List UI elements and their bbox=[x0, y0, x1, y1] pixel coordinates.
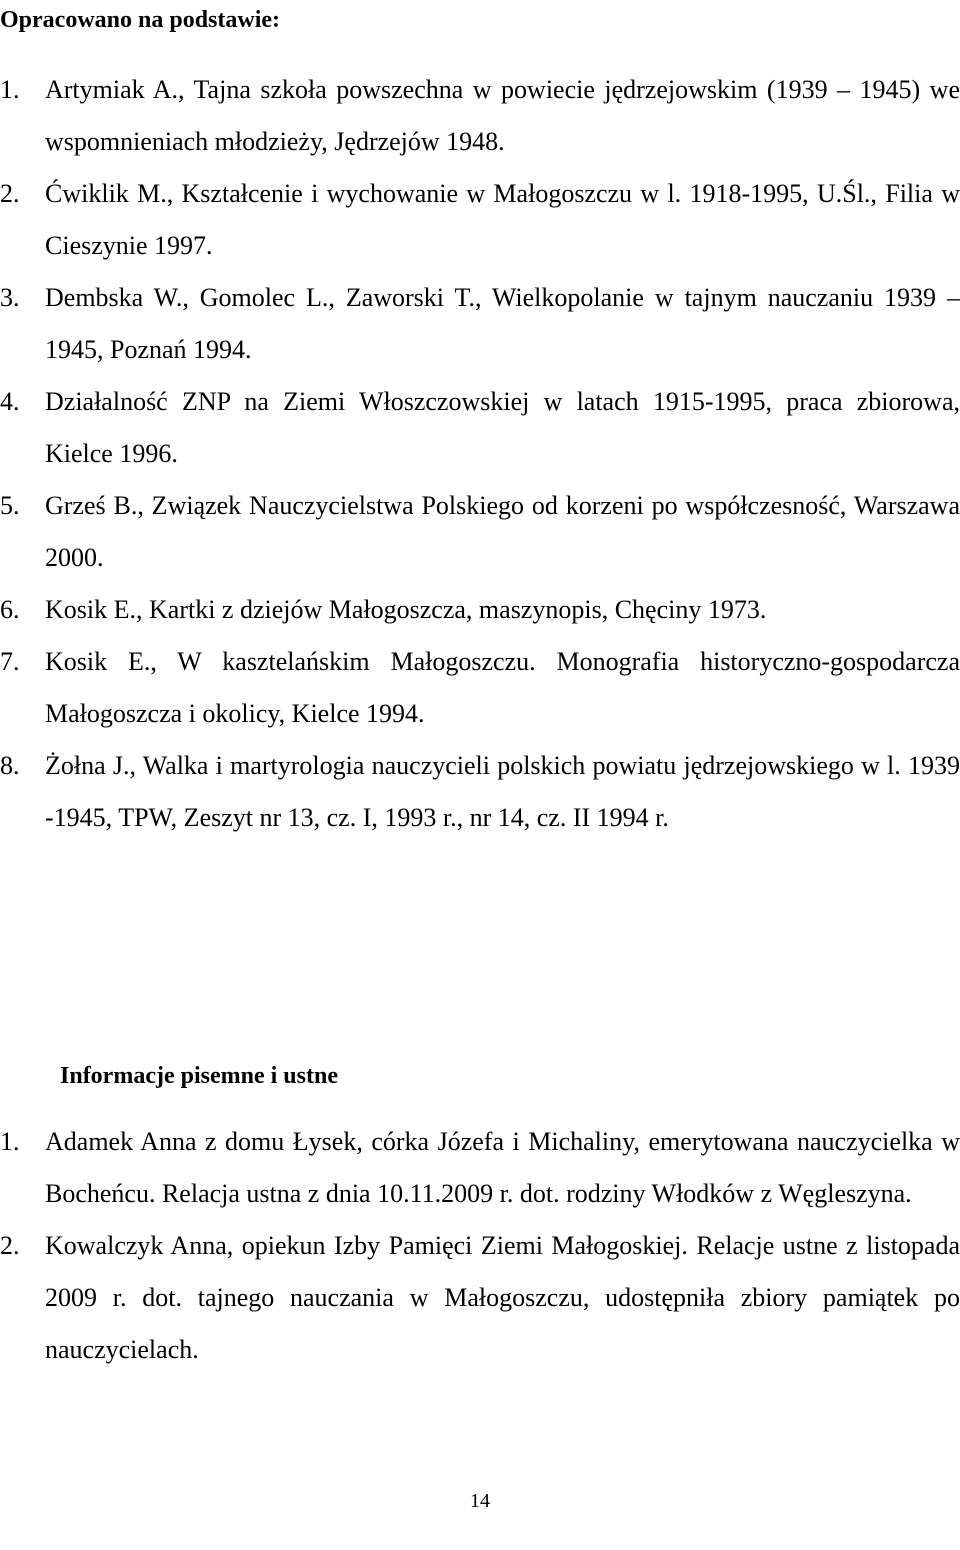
item-number: 4. bbox=[0, 387, 20, 416]
item-text: Artymiak A., Tajna szkoła powszechna w powiecie jędrzejowskim (1939 – 1945) we wspomnieniach młodzieży, Jędrzejów 1948. bbox=[45, 75, 960, 156]
page-heading: Opracowano na podstawie: bbox=[0, 7, 281, 33]
bibliography-item bbox=[0, 168, 960, 272]
bibliography-item bbox=[0, 376, 960, 480]
item-number: 6. bbox=[0, 595, 20, 624]
item-number: 5. bbox=[0, 491, 20, 520]
item-text: Adamek Anna z domu Łysek, córka Józefa i Michaliny, emerytowana nauczycielka w Bocheńcu. Relacja ustna z dnia 10.11.2009 r. dot. rodziny Włodków z Węgleszyna. bbox=[45, 1127, 960, 1208]
item-number: 2. bbox=[0, 179, 20, 208]
bibliography-item bbox=[0, 272, 960, 376]
item-text: Grześ B., Związek Nauczycielstwa Polskiego od korzeni po współczesność, Warszawa 2000. bbox=[45, 491, 960, 572]
source-item bbox=[0, 1220, 960, 1376]
item-text: Kosik E., Kartki z dziejów Małogoszcza, maszynopis, Chęciny 1973. bbox=[45, 595, 767, 624]
page-number: 14 bbox=[470, 1490, 490, 1512]
item-text: Żołna J., Walka i martyrologia nauczycieli polskich powiatu jędrzejowskiego w l. 1939 -1945, TPW, Zeszyt nr 13, cz. I, 1993 r., nr 14, cz. II 1994 r. bbox=[45, 751, 960, 832]
item-number: 8. bbox=[0, 751, 20, 780]
item-text: Kosik E., W kasztelańskim Małogoszczu. Monografia historyczno-gospodarcza Małogoszcza i okolicy, Kielce 1994. bbox=[45, 647, 960, 728]
item-number: 7. bbox=[0, 647, 20, 676]
bibliography-item bbox=[0, 480, 960, 584]
item-text: Dembska W., Gomolec L., Zaworski T., Wielkopolanie w tajnym nauczaniu 1939 – 1945, Poznań 1994. bbox=[45, 283, 960, 364]
section-subheading: Informacje pisemne i ustne bbox=[60, 1063, 338, 1089]
item-number: 1. bbox=[0, 75, 20, 104]
item-text: Kowalczyk Anna, opiekun Izby Pamięci Ziemi Małogoskiej. Relacje ustne z listopada 2009 r. dot. tajnego nauczania w Małogoszczu, udostępniła zbiory pamiątek po nauczycielach. bbox=[45, 1231, 960, 1364]
item-text: Ćwiklik M., Kształcenie i wychowanie w Małogoszczu w l. 1918-1995, U.Śl., Filia w Cieszynie 1997. bbox=[45, 179, 960, 260]
item-number: 2. bbox=[0, 1231, 20, 1260]
sources-list bbox=[0, 1116, 960, 1376]
source-item bbox=[0, 1116, 960, 1220]
bibliography-item bbox=[0, 636, 960, 740]
bibliography-item bbox=[0, 740, 960, 844]
item-number: 1. bbox=[0, 1127, 20, 1156]
bibliography-item bbox=[0, 64, 960, 168]
item-number: 3. bbox=[0, 283, 20, 312]
bibliography-item bbox=[0, 584, 960, 636]
item-text: Działalność ZNP na Ziemi Włoszczowskiej w latach 1915-1995, praca zbiorowa, Kielce 1996. bbox=[45, 387, 960, 468]
bibliography-list bbox=[0, 64, 960, 844]
